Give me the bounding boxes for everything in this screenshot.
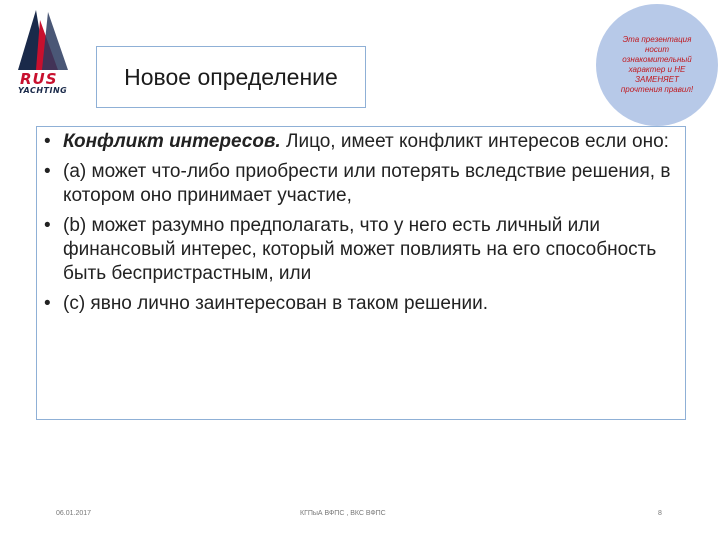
bullet-item bbox=[44, 214, 674, 286]
bullet-item bbox=[44, 292, 674, 316]
bullet-marker: • bbox=[44, 215, 51, 236]
bullet-text: (a) может что-либо приобрести или потерять вследствие решения, в котором оно принимает участие, bbox=[63, 161, 671, 206]
rus-yachting-logo bbox=[6, 6, 82, 102]
sail-icon bbox=[6, 6, 82, 76]
bullet-marker: • bbox=[44, 161, 51, 182]
bullet-marker: • bbox=[44, 131, 51, 152]
logo-rus: RUS bbox=[20, 70, 58, 88]
bullet-text: (c) явно лично заинтересован в таком решении. bbox=[63, 293, 488, 314]
footer-date: 06.01.2017 bbox=[56, 510, 92, 517]
disclaimer-text: Эта презентация носит ознакомительный характер и НЕ ЗАМЕНЯЕТ прочтения правил! bbox=[620, 35, 694, 94]
slide-title bbox=[96, 46, 366, 108]
disclaimer-badge bbox=[596, 4, 718, 126]
bullet-text: (b) может разумно предполагать, что у него есть личный или финансовый интерес, который может повлиять на его способность быть беспристрастным, или bbox=[63, 215, 657, 284]
footer-page-number: 8 bbox=[658, 510, 662, 517]
bullet-list bbox=[44, 130, 674, 322]
bullet-item bbox=[44, 160, 674, 208]
logo-yachting: YACHTING bbox=[18, 86, 68, 95]
bullet-term: Конфликт интересов. bbox=[63, 131, 281, 152]
bullet-item bbox=[44, 130, 674, 154]
footer-center: КГПыА ВФПС , ВКС ВФПС bbox=[300, 510, 386, 517]
slide-title-text: Новое определение bbox=[124, 63, 338, 90]
bullet-text: Лицо, имеет конфликт интересов если оно: bbox=[280, 131, 669, 152]
bullet-marker: • bbox=[44, 293, 51, 314]
